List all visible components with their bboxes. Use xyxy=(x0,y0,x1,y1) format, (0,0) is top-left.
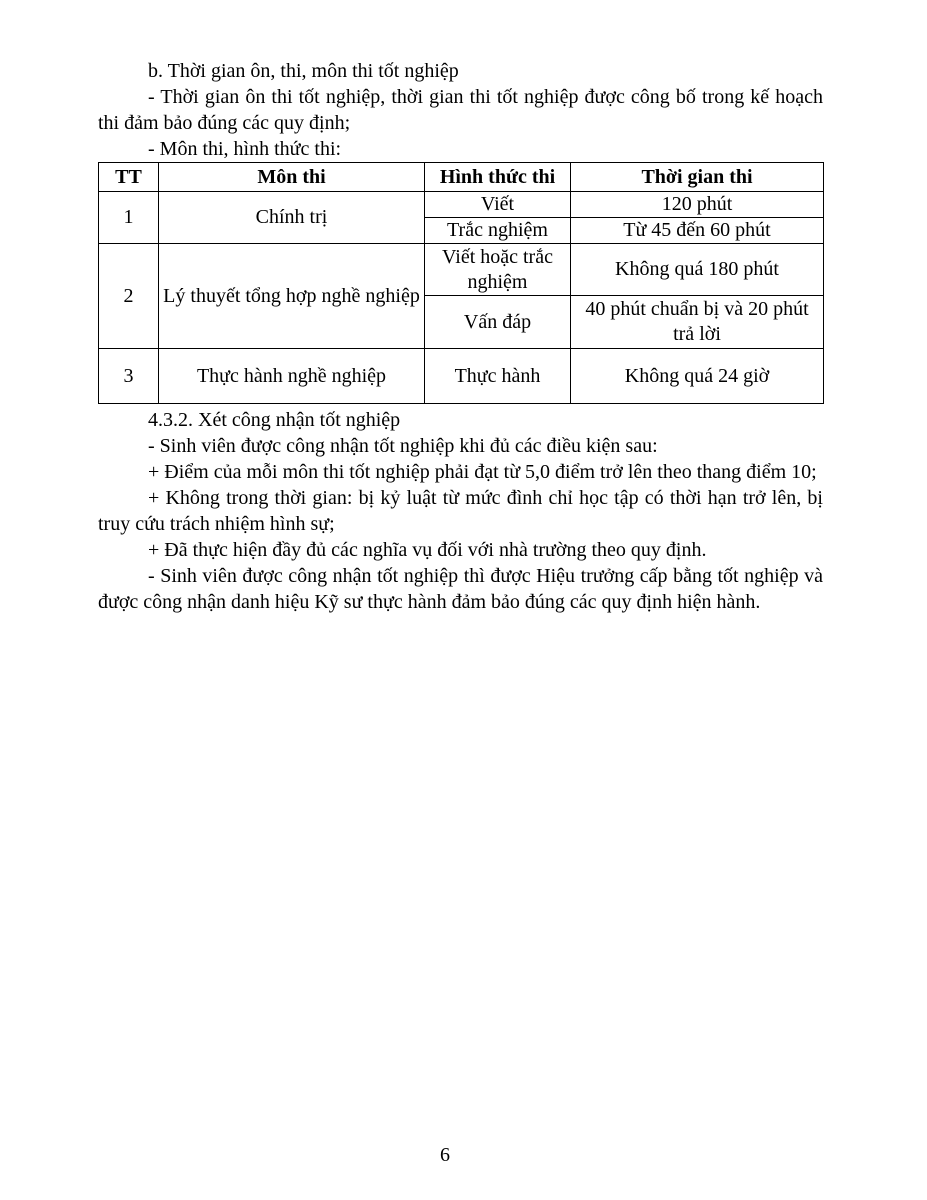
section-b-table-intro: - Môn thi, hình thức thi: xyxy=(148,138,342,160)
cell-subject-1: Chính trị xyxy=(159,192,425,244)
page-number: 6 xyxy=(440,1144,450,1166)
cell-tt-1: 1 xyxy=(99,192,159,244)
section-432-paragraph: + Điểm của mỗi môn thi tốt nghiệp phải đạt từ 5,0 điểm trở lên theo thang điểm 10; xyxy=(148,461,817,483)
section-b-paragraph-schedule: - Thời gian ôn thi tốt nghiệp, thời gian thi tốt nghiệp được công bố trong kế hoạch thi đảm bảo đúng các quy định; xyxy=(98,86,823,134)
exam-subjects-table xyxy=(98,162,824,404)
cell-format-1a: Viết xyxy=(425,192,571,218)
table-row xyxy=(99,244,824,296)
cell-duration-2a: Không quá 180 phút xyxy=(571,244,824,296)
table-header-row xyxy=(99,163,824,192)
cell-format-2b: Vấn đáp xyxy=(425,296,571,349)
section-432-paragraph: - Sinh viên được công nhận tốt nghiệp thì được Hiệu trưởng cấp bằng tốt nghiệp và được công nhận danh hiệu Kỹ sư thực hành đảm bảo đúng các quy định hiện hành. xyxy=(98,565,823,613)
cell-tt-3: 3 xyxy=(99,349,159,404)
section-b-heading: b. Thời gian ôn, thi, môn thi tốt nghiệp xyxy=(148,60,459,82)
cell-duration-2b: 40 phút chuẩn bị và 20 phút trả lời xyxy=(571,296,824,349)
cell-format-2a: Viết hoặc trắc nghiệm xyxy=(425,244,571,296)
cell-duration-1b: Từ 45 đến 60 phút xyxy=(571,218,824,244)
cell-duration-1a: 120 phút xyxy=(571,192,824,218)
section-432-heading: 4.3.2. Xét công nhận tốt nghiệp xyxy=(148,409,401,431)
cell-format-3: Thực hành xyxy=(425,349,571,404)
col-header-tt: TT xyxy=(99,163,159,192)
cell-tt-2: 2 xyxy=(99,244,159,349)
cell-duration-3: Không quá 24 giờ xyxy=(571,349,824,404)
col-header-thoi-gian-thi: Thời gian thi xyxy=(571,163,824,192)
cell-format-1b: Trắc nghiệm xyxy=(425,218,571,244)
section-432-paragraph: + Không trong thời gian: bị kỷ luật từ mức đình chỉ học tập có thời hạn trở lên, bị truy cứu trách nhiệm hình sự; xyxy=(98,487,823,535)
cell-subject-2: Lý thuyết tổng hợp nghề nghiệp xyxy=(159,244,425,349)
col-header-mon-thi: Môn thi xyxy=(159,163,425,192)
table-row xyxy=(99,192,824,218)
section-432-paragraph: - Sinh viên được công nhận tốt nghiệp khi đủ các điều kiện sau: xyxy=(148,435,658,457)
table-row xyxy=(99,349,824,404)
section-432-paragraph: + Đã thực hiện đầy đủ các nghĩa vụ đối với nhà trường theo quy định. xyxy=(148,539,707,561)
page-content xyxy=(98,58,823,615)
cell-subject-3: Thực hành nghề nghiệp xyxy=(159,349,425,404)
col-header-hinh-thuc-thi: Hình thức thi xyxy=(425,163,571,192)
